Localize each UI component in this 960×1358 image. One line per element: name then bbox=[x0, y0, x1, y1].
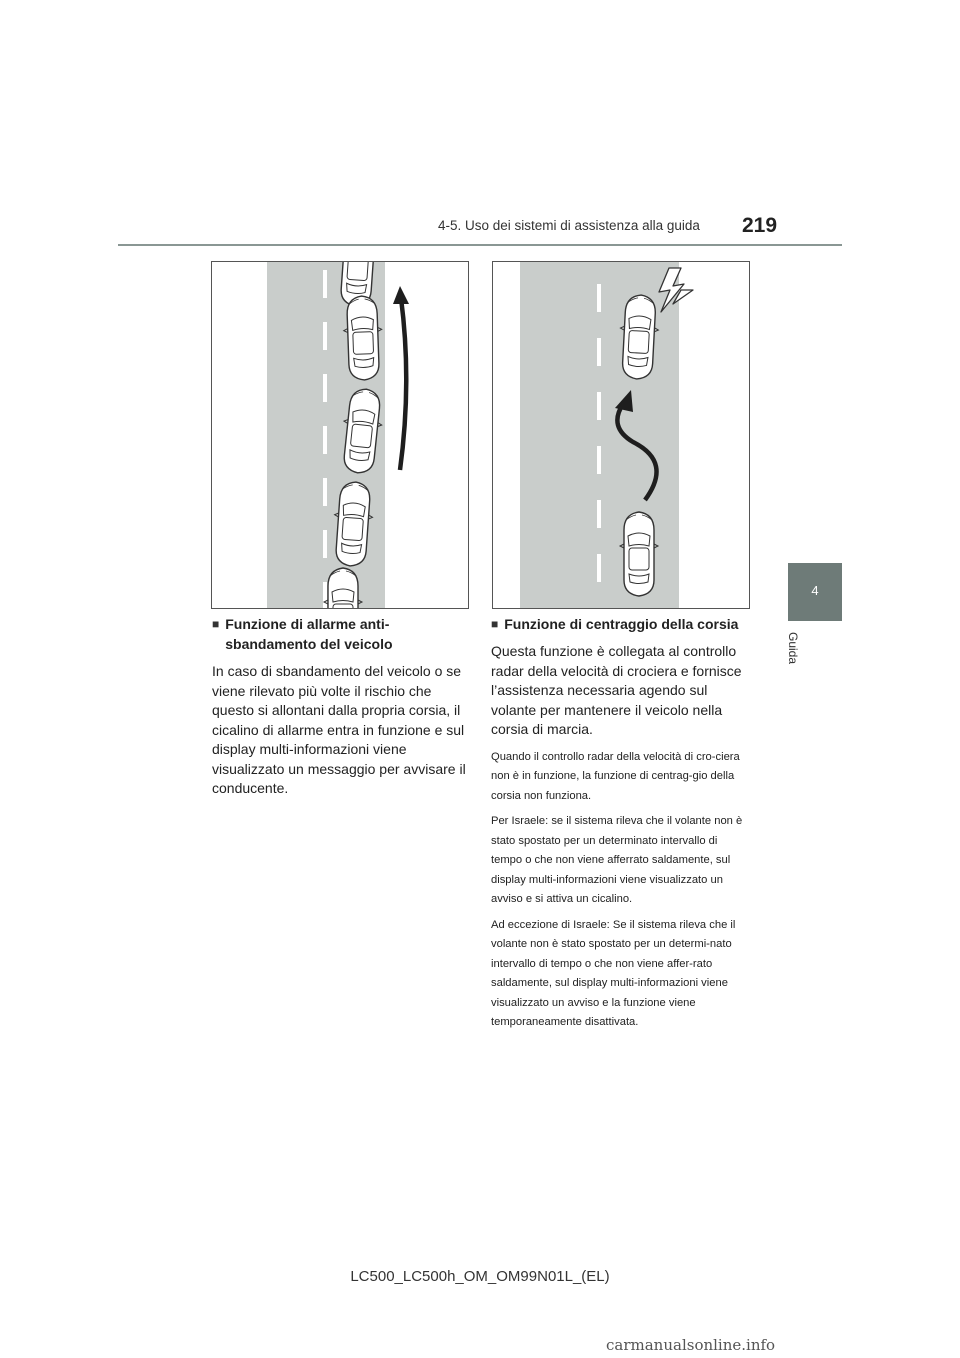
chapter-tab[interactable] bbox=[788, 563, 842, 621]
lane-departure-illustration bbox=[212, 262, 468, 608]
page-number: 219 bbox=[742, 214, 778, 237]
note-except-israel: Ad eccezione di Israele: Se il sistema rileva che il volante non è stato spostato per un determi-nato intervallo di tempo o che non viene affer-rato saldamente, sul display multi-informazioni viene visualizzato un avviso e la funzione viene temporaneamente disattivata. bbox=[491, 918, 736, 1028]
header-rule bbox=[118, 244, 842, 246]
note-cruise-control: Quando il controllo radar della velocità di cro-ciera non è in funzione, la funzione di centrag-gio della corsia non funziona. bbox=[491, 750, 740, 802]
lane-centering-figure bbox=[492, 261, 750, 609]
lane-centering-body: Questa funzione è collegata al controllo radar della velocità di crociera e fornisce l’assistenza necessaria agendo sul volante per mantenere il veicolo nella corsia di marcia. bbox=[491, 643, 742, 737]
chapter-number: 4 bbox=[811, 583, 819, 598]
bullet-square-icon: ■ bbox=[491, 617, 499, 631]
lane-departure-heading bbox=[212, 614, 466, 654]
chapter-name: Guida bbox=[786, 632, 800, 665]
lane-centering-heading bbox=[491, 614, 745, 634]
document-code: LC500_LC500h_OM_OM99N01L_(EL) bbox=[350, 1268, 610, 1285]
lane-centering-illustration bbox=[493, 262, 749, 608]
lane-departure-heading-text: Funzione di allarme anti-sbandamento del veicolo bbox=[225, 616, 393, 652]
lane-centering-heading-text: Funzione di centraggio della corsia bbox=[504, 616, 739, 632]
lane-departure-body: In caso di sbandamento del veicolo o se viene rilevato più volte il rischio che questo si allontani dalla propria corsia, il cicalino di allarme entra in funzione e sul display multi-informazioni viene visualizzato un messaggio per avvisare il conducente. bbox=[212, 663, 466, 796]
header-section-title: 4-5. Uso dei sistemi di assistenza alla guida bbox=[438, 218, 700, 233]
lane-departure-section bbox=[212, 614, 466, 807]
watermark-link[interactable]: carmanualsonline.info bbox=[606, 1336, 776, 1354]
note-israel: Per Israele: se il sistema rileva che il volante non è stato spostato per un determinato intervallo di tempo o che non viene afferrato saldamente, sul display multi-informazioni viene visualizzato un avviso e si attiva un cicalino. bbox=[491, 815, 743, 905]
lane-centering-section bbox=[491, 614, 745, 1033]
bullet-square-icon: ■ bbox=[212, 617, 220, 631]
lane-departure-figure bbox=[211, 261, 469, 609]
